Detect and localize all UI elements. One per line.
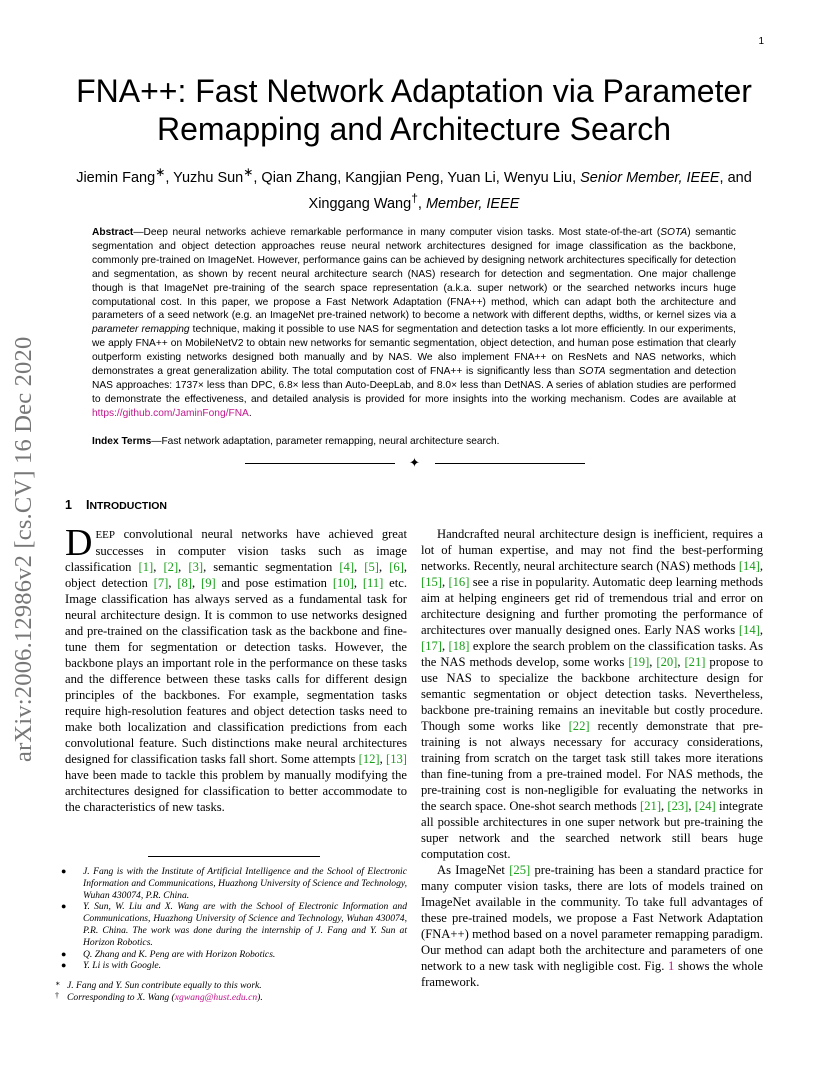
affiliation-item — [55, 866, 407, 901]
corresponding-note — [55, 992, 407, 1004]
abstract-emph: SOTA — [660, 227, 688, 238]
corresponding-mark: † — [411, 190, 418, 205]
paragraph: Handcrafted neural architecture design is inefficient, requires a lot of human expertise, and may not find the best-performing networks. Recently, neural architecture search (NAS) methods [14], [15], [16] see a rise in popularity. Automatic deep learning methods aim at helping engineers get rid of tremendous trial and error on architecture designing and further promoting the performance of architectures over manually designed ones. Early NAS works [14], [17], [18] explore the search problem on the classification tasks. As the NAS methods develop, some works [19], [20], [21] propose to use NAS to specialize the backbone architecture design for semantic segmentation or object detection tasks. Nevertheless, backbone pre-training remains an inevitable but costly procedure. Though some works like [22] recently demonstrate that pre-training is not always necessary for accuracy considerations, training from scratch on the target task still takes more iterations than fine-tuning from a pre-trained model. For NAS methods, the pre-training cost is non-negligible for evaluating the networks in the search space. One-shot search methods [21], [23], [24] integrate all possible architectures in one super network but pre-training the super network and the searched network still bears huge computation cost. — [421, 527, 764, 861]
drop-cap: D — [65, 522, 93, 564]
citation[interactable]: [12] — [358, 752, 380, 766]
affiliation-text: Y. Li is with Google. — [83, 960, 162, 972]
citation[interactable]: [14] — [738, 559, 760, 573]
equal-contribution-note — [55, 980, 407, 992]
equal-contribution-mark: ∗ — [155, 165, 166, 179]
author-conjunction: , and — [719, 169, 752, 186]
footnotes — [55, 866, 407, 1004]
citation[interactable]: [8] — [177, 576, 192, 590]
body-text: , semantic segmentation — [203, 560, 340, 574]
citation[interactable]: [16] — [448, 575, 470, 589]
bullet-icon: ● — [61, 948, 67, 959]
author-list — [50, 162, 778, 214]
paragraph: DEEP convolutional neural networks have achieved great successes in computer vision tasks such as image classification [1], [2], [3], semantic segmentation [4], [5], [6], object detection [7], [8], [9] and pose estimation [10], [11] etc. Image classification has always served as a fundamental task for neural architecture design. It is common to use networks designed and pre-trained on the classification task as the backbone and fine-tune them for segmentation or detection tasks. However, the backbone plays an important role in the performance on these tasks and the difference between these tasks calls for different design principles of the backbones. For example, segmentation tasks require high-resolution features and object detection tasks need to make both localization and classification predictions from each convolutional feature. Such distinctions make neural architectures designed for classification tasks fall short. Some attempts [12], [13] have been made to tackle this problem by manually modifying the architectures designed for classification to better accommodate to the characteristics of new tasks. — [65, 522, 408, 814]
affiliation-text: J. Fang is with the Institute of Artificial Intelligence and the School of Electronic Information and Communications, Huazhong University of Science and Technology, Wuhan 430074, P.R. China. — [83, 866, 407, 901]
footnote-text: J. Fang and Y. Sun contribute equally to this work. — [67, 980, 262, 992]
author-name: Xinggang Wang — [308, 195, 412, 212]
affiliation-item — [55, 901, 407, 948]
footnote-rule — [148, 856, 320, 857]
abstract-text: ) semantic segmentation and object detection approaches reuse neural network architectures designed for image classification as the backbone, commonly pre-trained on ImageNet. However, performance gains can be achieved by designing network architectures specifically for detection and segmentation, as shown by recent neural architecture search (NAS) research for detection and segmentation. One major challenge though is that ImageNet pre-training of the search space representation (a.k.a. super network) or the searched networks incurs huge computational cost. In this paper, we propose a Fast Network Adaptation (FNA++) method, which can adapt both the architecture and parameters of a seed network (e.g. an ImageNet pre-trained network) to become a network with different depths, widths, or kernel sizes via a — [92, 227, 736, 322]
citation[interactable]: [9] — [201, 576, 216, 590]
body-text: integrate all possible architectures in one super network but pre-training the super network and the searched network still bears huge computation cost. — [421, 799, 764, 861]
small-caps-text: EEP — [95, 529, 116, 541]
abstract-text: technique, making it possible to use NAS for segmentation and detection tasks a lot more efficiently. In our experiments, we apply FNA++ on MobileNetV2 to obtain new networks for semantic segmentation, object detection, and human pose estimation that clearly outperform existing networks designed both manually and by NAS. We also implement FNA++ on ResNets and NAS networks, which demonstrates a great generalization ability. The total computation cost of FNA++ is significantly less than — [92, 324, 736, 378]
equal-contribution-mark: ∗ — [243, 165, 254, 179]
citation[interactable]: [10] — [332, 576, 354, 590]
citation[interactable]: [21] — [684, 655, 706, 669]
bullet-icon: ● — [61, 960, 67, 971]
abstract-text: —Deep neural networks achieve remarkable performance in many computer vision tasks. Most state-of-the-art ( — [133, 227, 661, 238]
citation[interactable]: [7] — [153, 576, 169, 590]
author-membership: Member, IEEE — [425, 195, 520, 212]
citation[interactable]: [21] — [640, 799, 662, 813]
author-separator: , — [417, 195, 426, 212]
section-divider — [245, 456, 585, 470]
email-link[interactable]: xgwang@hust.edu.cn — [174, 991, 258, 1003]
section-title-rest: NTRODUCTION — [89, 500, 168, 512]
citation[interactable]: [19] — [628, 655, 650, 669]
body-text: have been made to tackle this problem by manually modifying the architectures designed for classification to better accommodate to the characteristics of new tasks. — [65, 768, 407, 814]
citation[interactable]: [23] — [667, 799, 689, 813]
affiliation-text: Q. Zhang and K. Peng are with Horizon Robotics. — [83, 948, 276, 960]
paper-title: FNA++: Fast Network Adaptation via Parameter Remapping and Architecture Search — [76, 73, 752, 147]
index-terms — [92, 436, 736, 447]
citation[interactable]: [1] — [138, 560, 154, 574]
citation[interactable]: [17] — [421, 639, 442, 653]
footnote-text: ). — [257, 991, 263, 1003]
affiliation-item — [55, 960, 407, 972]
citation[interactable]: [11] — [362, 576, 384, 590]
body-text: As ImageNet — [437, 863, 510, 877]
divider-symbol: ✦ — [409, 455, 420, 470]
section-number: 1 — [65, 498, 72, 512]
bullet-icon: ● — [61, 901, 67, 912]
index-terms-label: Index Terms — [92, 436, 152, 447]
citation[interactable]: [6] — [389, 560, 404, 574]
bullet-icon: ● — [61, 866, 67, 876]
body-text: see a rise in popularity. Automatic deep learning methods aim at helping engineers get rid of tremendous trial and error on architecture designing and further promoting the performance of architectures over manually designed ones. Early NAS works — [421, 575, 764, 637]
affiliation-item — [55, 949, 407, 961]
body-text: recently demonstrate that pre-training is not always necessary for accuracy considerations, training from scratch on the target task still takes more iterations than fine-tuning from a pre-trained model. For NAS methods, the pre-training cost is non-negligible for evaluating the networks in the search space. One-shot search methods — [421, 719, 763, 813]
section-heading — [65, 498, 167, 512]
citation[interactable]: [18] — [448, 639, 470, 653]
author-membership: Senior Member, IEEE — [580, 169, 720, 186]
citation[interactable]: [14] — [738, 623, 760, 637]
index-terms-text: —Fast network adaptation, parameter remapping, neural architecture search. — [151, 436, 500, 447]
body-text: etc. Image classification has always served as a fundamental task for neural architecture design. It is common to use networks designed and pre-trained on the classification task as the backbone and fine-tune them for segmentation or detection tasks. However, the backbone plays an important role in the performance on these tasks and the difference between these tasks calls for different design principles of the backbones. For example, segmentation tasks require high-resolution features and object detection tasks need to make both localization and classification predictions from each convolutional feature. Such distinctions make neural architectures designed for classification tasks fall short. Some attempts — [65, 576, 408, 766]
abstract-emph: parameter remapping — [92, 324, 190, 336]
code-link[interactable]: https://github.com/JaminFong/FNA — [92, 407, 249, 419]
author-name: Jiemin Fang — [76, 169, 156, 186]
abstract-text: segmentation and detection NAS approaches: 1737× less than DPC, 6.8× less than Auto-DeepLab, and 8.0× less than DetNAS. A series of ablation studies are performed to demonstrate the effectiveness, and detailed analysis is provided for more insights into the working mechanism. Codes are available at — [92, 366, 736, 405]
affiliation-text: Y. Sun, W. Liu and X. Wang are with the School of Electronic Information and Communications, Huazhong University of Science and Technology, Wuhan 430074, P.R. China. The work was done during the internship of J. Fang and Y. Sun at Horizon Robotics. — [83, 901, 407, 948]
body-column-left — [65, 522, 408, 815]
body-text: explore the search problem on the classification tasks. As the NAS methods develop, some works — [421, 639, 763, 669]
footnote-text: Corresponding to X. Wang ( — [67, 991, 175, 1003]
citation[interactable]: [5] — [364, 560, 379, 574]
abstract-label: Abstract — [92, 227, 134, 238]
citation[interactable]: [13] — [386, 752, 407, 766]
body-column-right — [421, 526, 763, 990]
figure-reference[interactable]: 1 — [668, 959, 675, 973]
body-text: pre-training has been a standard practice for many computer vision tasks, there are lots of models trained on ImageNet available in the community. To take full advantages of these pre-trained models, we propose a Fast Network Adaptation (FNA++) method based on a novel parameter remapping paradigm. Our method can adapt both the architecture and parameters of one network to a new task with negligible cost. Fig. — [421, 863, 763, 973]
affiliation-list — [55, 866, 407, 972]
page-number: 1 — [758, 36, 764, 47]
abstract-emph: SOTA — [578, 366, 606, 378]
body-text: convolutional neural networks have achieved great successes in computer vision tasks such as image classification — [65, 527, 407, 574]
paragraph — [421, 862, 763, 990]
abstract — [92, 226, 736, 421]
body-text: propose to use NAS to specialize the backbone architecture design for semantic segmentation or object detection tasks. Nevertheless, backbone pre-training remains an inevitable but costly procedure. Though some works like — [421, 655, 764, 733]
divider-line-left — [245, 463, 395, 464]
author-name: , Yuzhu Sun — [165, 169, 244, 186]
body-text: shows the whole framework. — [421, 959, 763, 989]
divider-line-right — [435, 463, 585, 464]
footnote-mark: ∗ — [55, 979, 61, 989]
citation[interactable]: [22] — [568, 719, 590, 733]
citation[interactable]: [3] — [188, 560, 204, 574]
citation[interactable]: [2] — [163, 560, 179, 574]
author-names: , Qian Zhang, Kangjian Peng, Yuan Li, Wenyu Liu, — [253, 169, 581, 186]
body-text: , object detection — [65, 560, 408, 590]
abstract-text: . — [248, 407, 252, 419]
citation[interactable]: [4] — [339, 560, 355, 574]
body-text: and pose estimation — [215, 576, 333, 590]
section-title-cap: I — [85, 498, 90, 512]
citation[interactable]: [20] — [656, 655, 678, 669]
citation[interactable]: [15] — [421, 575, 442, 589]
body-text: Handcrafted neural architecture design is inefficient, requires a lot of human expertise, and may not find the best-performing networks. Recently, neural architecture search (NAS) methods — [421, 527, 763, 573]
citation[interactable]: [24] — [694, 799, 716, 813]
footnote-mark: † — [55, 990, 59, 1000]
citation[interactable]: [25] — [509, 863, 531, 877]
